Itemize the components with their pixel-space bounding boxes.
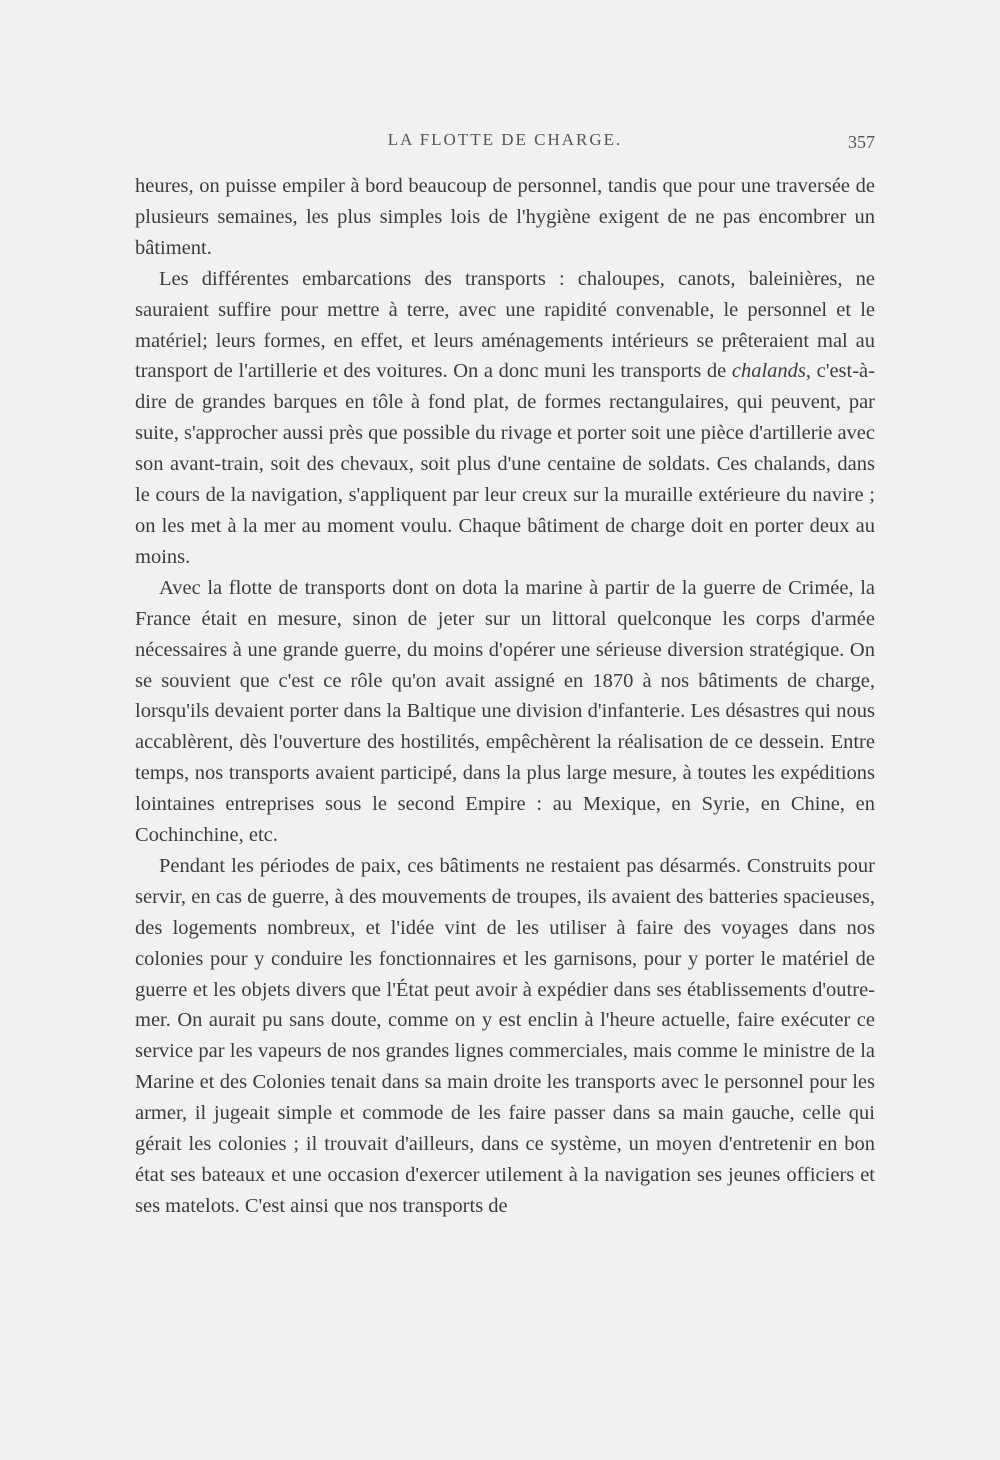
paragraph-4: Pendant les périodes de paix, ces bâtiments ne restaient pas désarmés. Construits pour servir, en cas de guerre, à des mouvements de troupes, ils avaient des batteries spacieuses, des logements nombreux, et l'idée vint de les utiliser à faire des voyages dans nos colonies pour y conduire les fonctionnaires et les garnisons, pour y porter le matériel de guerre et les objets divers que l'État peut avoir à expédier dans ses établissements d'outre-mer. On aurait pu sans doute, comme on y est enclin à l'heure actuelle, faire exécuter ce service par les vapeurs de nos grandes lignes commerciales, mais comme le ministre de la Marine et des Colonies tenait dans sa main droite les transports avec le personnel pour les armer, il jugeait simple et commode de les faire passer dans sa main gauche, celle qui gérait les colonies ; il trouvait d'ailleurs, dans ce système, un moyen d'entretenir en bon état ses bateaux et une occasion d'exercer utilement à la navigation ses jeunes officiers et ses matelots. C'est ainsi que nos transports de [135,854,875,1217]
running-title: LA FLOTTE DE CHARGE. [387,130,623,149]
body-text [135,171,875,1222]
paragraph-1: heures, on puisse empiler à bord beaucoup de personnel, tandis que pour une traversée de plusieurs semaines, les plus simples lois de l'hygiène exigent de ne pas encombrer un bâtiment. [135,175,875,259]
paragraph-2-text-start: Les différentes embarcations des transports : chaloupes, canots, baleinières, ne sauraient suffire pour mettre à terre, avec une rapidité convenable, le personnel et le matériel; leurs formes, en effet, et leurs aménagements intérieurs se prêteraient mal au transport de l'artillerie et des voitures. On a donc muni les transports de [135,267,875,383]
running-head [135,130,875,160]
paragraph-2-italic-term: chalands [731,360,806,383]
paragraph-2-text-end: , c'est-à-dire de grandes barques en tôle à fond plat, de formes rectangulaires, qui peuvent, par suite, s'approcher aussi près que possible du rivage et porter soit une pièce d'artillerie avec son avant-train, soit des chevaux, soit plus d'une centaine de soldats. Ces chalands, dans le cours de la navigation, s'appliquent par leur creux sur la muraille extérieure du navire ; on les met à la mer au moment voulu. Chaque bâtiment de charge doit en porter deux au moins. [135,360,876,568]
paragraph-2 [135,264,875,573]
page-number: 357 [848,132,875,152]
paragraph-3: Avec la flotte de transports dont on dota la marine à partir de la guerre de Crimée, la France était en mesure, sinon de jeter sur un littoral quelconque les corps d'armée nécessaires à une grande guerre, du moins d'opérer une sérieuse diversion stratégique. On se souvient que c'est ce rôle qu'on avait assigné en 1870 à nos bâtiments de charge, lorsqu'ils devaient porter dans la Baltique une division d'infanterie. Les désastres qui nous accablèrent, dès l'ouverture des hostilités, empêchèrent la réalisation de ce dessein. Entre temps, nos transports avaient participé, dans la plus large mesure, à toutes les expéditions lointaines entreprises sous le second Empire : au Mexique, en Syrie, en Chine, en Cochinchine, etc. [135,576,875,847]
